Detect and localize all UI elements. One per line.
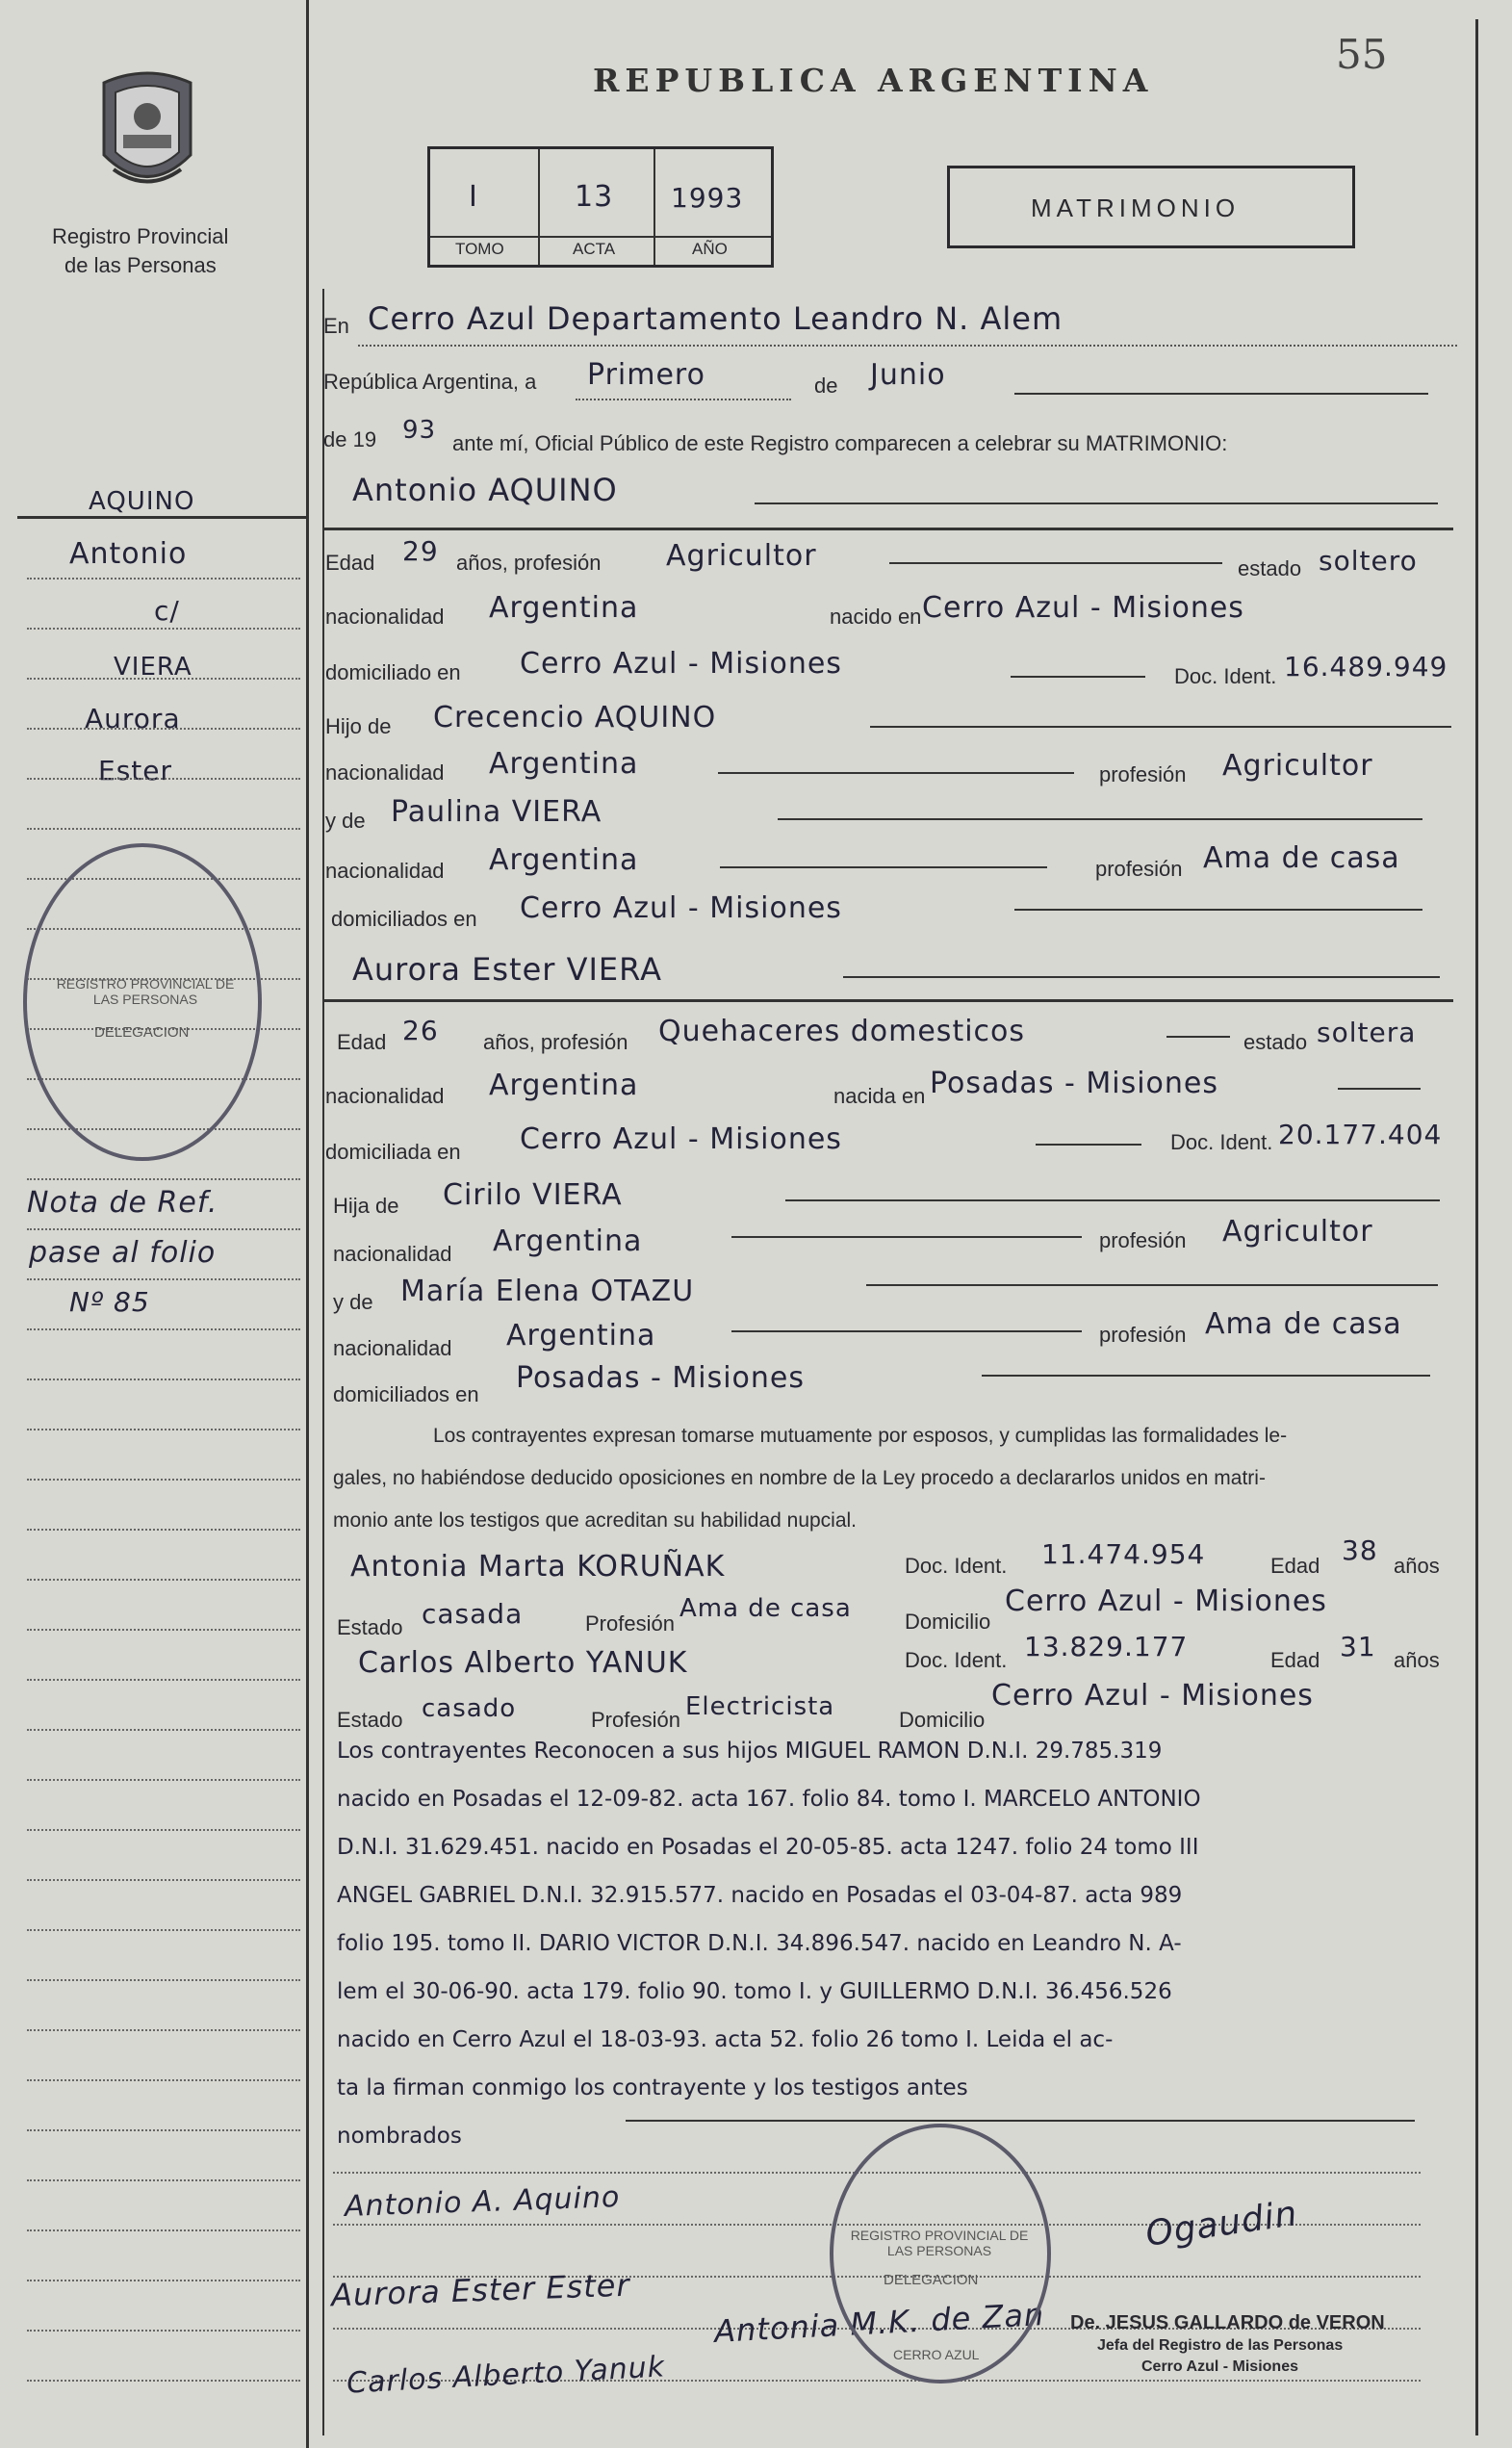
groom-profession: Agricultor <box>666 539 817 573</box>
witness1-profession: Ama de casa <box>679 1594 852 1623</box>
registry-name-line2: de las Personas <box>64 253 217 277</box>
declaration-line3: monio ante los testigos que acreditan su habilidad nupcial. <box>333 1509 858 1532</box>
margin-ruled-line <box>27 578 300 580</box>
note-line: ANGEL GABRIEL D.N.I. 32.915.577. nacido en Posadas el 03-04-87. acta 989 <box>337 1883 1183 1908</box>
ano-label: AÑO <box>692 240 728 258</box>
registry-name-line1: Registro Provincial <box>52 224 229 248</box>
left-margin-border <box>306 0 309 2448</box>
margin-ruled-line <box>27 628 300 630</box>
bride-father-line <box>785 1199 1440 1201</box>
bride-nacida-label: nacida en <box>833 1084 926 1108</box>
bride-status: soltera <box>1317 1017 1417 1048</box>
witness2-profession: Electricista <box>685 1692 835 1721</box>
note-line: folio 195. tomo II. DARIO VICTOR D.N.I. 34.896.547. nacido en Leandro N. A- <box>337 1931 1182 1956</box>
groom-doc-label: Doc. Ident. <box>1174 664 1277 688</box>
bride-anos-label: años, profesión <box>483 1030 628 1054</box>
acta-label: ACTA <box>573 240 616 258</box>
margin-ruled-line <box>27 2129 300 2131</box>
bride-mother-nat-line <box>731 1330 1082 1332</box>
witness2-domicile: Cerro Azul - Misiones <box>991 1679 1314 1713</box>
groom-father: Crecencio AQUINO <box>433 701 717 734</box>
margin-stamp-text: REGISTRO PROVINCIAL DE LAS PERSONAS <box>56 976 235 1007</box>
groom-estado-label: estado <box>1238 556 1302 580</box>
witness1-age: 38 <box>1342 1534 1378 1566</box>
margin-ruled-line <box>27 1629 300 1631</box>
official-title: Jefa del Registro de las Personas <box>1097 2337 1344 2354</box>
note-line: nacido en Posadas el 12-09-82. acta 167. folio 84. tomo I. MARCELO ANTONIO <box>337 1787 1201 1812</box>
day-value: Primero <box>587 358 705 392</box>
groom-mother-profession: Ama de casa <box>1203 841 1400 875</box>
bride-birthplace: Posadas - Misiones <box>930 1067 1218 1100</box>
declaration-line1: Los contrayentes expresan tomarse mutuamente por esposos, y cumplidas las formalidades le- <box>433 1425 1288 1447</box>
bride-father-prof-label: profesión <box>1099 1228 1187 1252</box>
margin-ruled-line <box>27 2029 300 2031</box>
signature-witness1: Antonia M.K. de Zan <box>713 2296 1046 2350</box>
groom-father-profession: Agricultor <box>1222 749 1373 783</box>
margin-ruled-line <box>27 1479 300 1481</box>
bride-yde-label: y de <box>333 1290 373 1314</box>
record-number-box <box>427 146 774 268</box>
signature-groom: Antonio A. Aquino <box>344 2180 621 2224</box>
groom-edad-label: Edad <box>325 551 375 575</box>
bride-full-name: Aurora Ester VIERA <box>352 951 662 988</box>
witness1-status: casada <box>422 1598 524 1630</box>
bride-section-divider <box>323 999 1453 1002</box>
bride-mother: María Elena OTAZU <box>400 1275 695 1308</box>
groom-status: soltero <box>1319 545 1418 577</box>
groom-mother-nationality: Argentina <box>489 843 639 877</box>
notes-block <box>337 1739 1453 2172</box>
place-line <box>358 345 1457 347</box>
margin-ruled-line <box>27 1679 300 1681</box>
document-type-box <box>947 166 1355 248</box>
margin-bride-name2: Ester <box>98 755 172 786</box>
stamp-center: DELEGACION <box>884 2272 979 2288</box>
groom-father-line <box>870 726 1451 728</box>
de-label: de <box>814 374 838 398</box>
bride-parents-dom-line <box>982 1375 1430 1377</box>
bride-parents-domicile: Posadas - Misiones <box>516 1361 805 1395</box>
intro-text: ante mí, Oficial Público de este Registro comparecen a celebrar su MATRIMONIO: <box>452 431 1228 455</box>
margin-note2: pase al folio <box>29 1236 217 1270</box>
groom-domicile: Cerro Azul - Misiones <box>520 647 842 681</box>
witness1-dom-label: Domicilio <box>905 1610 991 1634</box>
note-line: Los contrayentes Reconocen a sus hijos MIGUEL RAMON D.N.I. 29.785.319 <box>337 1739 1163 1764</box>
margin-ruled-line <box>27 1779 300 1781</box>
en-label: En <box>323 314 349 338</box>
margin-ruled-line <box>27 728 300 730</box>
groom-dom-line <box>1011 676 1145 678</box>
bride-father-nat-line <box>731 1236 1082 1238</box>
margin-ruled-line <box>27 1879 300 1881</box>
bride-profession: Quehaceres domesticos <box>658 1015 1026 1048</box>
bride-mother-nationality: Argentina <box>506 1319 656 1353</box>
coat-of-arms-icon <box>94 64 200 204</box>
month-line <box>1014 393 1428 395</box>
witness2-anos-label: años <box>1394 1648 1440 1672</box>
bride-doc-label: Doc. Ident. <box>1170 1130 1273 1154</box>
groom-mother-line <box>778 818 1422 820</box>
groom-yde-label: y de <box>325 809 366 833</box>
groom-father-nationality: Argentina <box>489 747 639 781</box>
witness2-name: Carlos Alberto YANUK <box>358 1646 688 1680</box>
groom-parents-dom-label: domiciliados en <box>331 907 477 931</box>
witness1-name: Antonia Marta KORUÑAK <box>350 1550 726 1584</box>
margin-note3: Nº 85 <box>69 1286 150 1318</box>
declaration-line2: gales, no habiéndose deducido oposiciones en nombre de la Ley procedo a declararlos unidos en matri- <box>333 1467 1266 1489</box>
margin-ruled-line <box>27 1579 300 1581</box>
groom-mother-prof-label: profesión <box>1095 857 1183 881</box>
bride-mother-nac-label: nacionalidad <box>333 1336 452 1360</box>
text-left-border <box>322 289 324 2435</box>
bride-nac-label: nacionalidad <box>325 1084 445 1108</box>
witness1-domicile: Cerro Azul - Misiones <box>1005 1585 1327 1618</box>
ano-value: 1993 <box>671 182 744 214</box>
margin-ruled-line <box>27 2280 300 2281</box>
bride-father-nac-label: nacionalidad <box>333 1242 452 1266</box>
folio-number: 55 <box>1336 31 1388 78</box>
witness1-anos-label: años <box>1394 1554 1440 1578</box>
margin-bride-surname: VIERA <box>114 653 192 682</box>
bride-mother-line <box>866 1284 1438 1286</box>
note-line: nombrados <box>337 2124 462 2149</box>
margin-ruled-line <box>27 2229 300 2231</box>
margin-ruled-line <box>27 1178 300 1180</box>
groom-father-prof-label: profesión <box>1099 762 1187 786</box>
groom-nac-label: nacionalidad <box>325 605 445 629</box>
groom-parents-domicile: Cerro Azul - Misiones <box>520 891 842 925</box>
stamp-bottom: CERRO AZUL <box>893 2347 980 2362</box>
margin-ruled-line <box>27 1278 300 1280</box>
groom-parents-dom-line <box>1014 909 1422 911</box>
groom-doc: 16.489.949 <box>1284 651 1448 683</box>
bride-name-line <box>843 976 1440 978</box>
tomo-value: I <box>469 180 478 214</box>
day-line <box>576 399 791 400</box>
bride-father-profession: Agricultor <box>1222 1215 1373 1249</box>
bride-parents-dom-label: domiciliados en <box>333 1382 479 1406</box>
witness1-doc: 11.474.954 <box>1041 1538 1206 1570</box>
groom-nationality: Argentina <box>489 591 639 625</box>
place-value: Cerro Azul Departamento Leandro N. Alem <box>368 300 1064 337</box>
groom-father-nat-line <box>718 772 1074 774</box>
groom-nacido-label: nacido en <box>830 605 922 629</box>
signature-official: Ogaudin <box>1142 2194 1300 2255</box>
witness2-dom-label: Domicilio <box>899 1708 986 1732</box>
witness2-age: 31 <box>1340 1631 1376 1662</box>
bride-domicile: Cerro Azul - Misiones <box>520 1122 842 1156</box>
bride-mother-profession: Ama de casa <box>1205 1307 1402 1341</box>
margin-ruled-line <box>27 1228 300 1230</box>
republica-label: República Argentina, a <box>323 370 537 394</box>
margin-ruled-line <box>27 1829 300 1831</box>
witness1-edad-label: Edad <box>1270 1554 1320 1578</box>
witness2-doc-label: Doc. Ident. <box>905 1648 1008 1672</box>
notes-end-line <box>626 2120 1415 2122</box>
witness1-doc-label: Doc. Ident. <box>905 1554 1008 1578</box>
bride-father-nationality: Argentina <box>493 1224 643 1258</box>
note-line: nacido en Cerro Azul el 18-03-93. acta 52. folio 26 tomo I. Leida el ac- <box>337 2027 1114 2052</box>
margin-ruled-line <box>27 1929 300 1931</box>
witness2-prof-label: Profesión <box>591 1708 680 1732</box>
groom-mother: Paulina VIERA <box>391 795 602 829</box>
margin-ruled-line <box>27 778 300 780</box>
margin-stamp-center: DELEGACION <box>94 1024 190 1041</box>
official-place: Cerro Azul - Misiones <box>1141 2358 1298 2375</box>
bride-prof-line <box>1166 1036 1230 1038</box>
groom-full-name: Antonio AQUINO <box>352 472 618 508</box>
groom-prof-line <box>889 562 1222 564</box>
groom-anos-label: años, profesión <box>456 551 602 575</box>
witness2-doc: 13.829.177 <box>1024 1631 1189 1662</box>
margin-ruled-line <box>27 2179 300 2181</box>
right-border <box>1475 19 1478 2435</box>
margin-ruled-line <box>27 2079 300 2081</box>
bride-nationality: Argentina <box>489 1069 639 1102</box>
bride-hija-label: Hija de <box>333 1194 399 1218</box>
margin-groom-surname: AQUINO <box>89 487 195 516</box>
official-name: De. JESUS GALLARDO de VERON <box>1070 2312 1385 2333</box>
bride-dom-label: domiciliada en <box>325 1140 461 1164</box>
groom-age: 29 <box>402 535 439 567</box>
margin-ruled-line <box>27 828 300 830</box>
stamp-text: REGISTRO PROVINCIAL DE LAS PERSONAS <box>850 2228 1029 2258</box>
note-line: lem el 30-06-90. acta 179. folio 90. tomo I. y GUILLERMO D.N.I. 36.456.526 <box>337 1979 1172 2004</box>
groom-dom-label: domiciliado en <box>325 660 461 684</box>
margin-ruled-line <box>27 1979 300 1981</box>
bride-estado-label: estado <box>1243 1030 1308 1054</box>
month-value: Junio <box>870 358 946 392</box>
margin-ruled-line <box>27 1729 300 1731</box>
witness2-edad-label: Edad <box>1270 1648 1320 1672</box>
country-title: REPUBLICA ARGENTINA <box>593 62 1154 99</box>
tomo-label: TOMO <box>455 240 504 258</box>
signature-bride: Aurora Ester Ester <box>330 2266 631 2314</box>
signature-witness2: Carlos Alberto Yanuk <box>346 2350 666 2401</box>
groom-hijo-label: Hijo de <box>325 714 392 738</box>
margin-ruled-line <box>27 2380 300 2382</box>
witness2-status: casado <box>422 1694 517 1723</box>
margin-conj: c/ <box>154 595 180 627</box>
document-type-label: MATRIMONIO <box>1031 193 1241 222</box>
acta-value: 13 <box>575 180 614 214</box>
official-stamp-margin <box>23 843 262 1161</box>
bride-age: 26 <box>402 1015 439 1046</box>
margin-ruled-line <box>27 1379 300 1380</box>
groom-name-line <box>755 502 1438 504</box>
witness1-prof-label: Profesión <box>585 1611 675 1636</box>
bride-mother-prof-label: profesión <box>1099 1323 1187 1347</box>
margin-ruled-line <box>27 2330 300 2332</box>
witness2-estado-label: Estado <box>337 1708 403 1732</box>
official-stamp-bottom <box>830 2124 1051 2384</box>
groom-mother-nac-label: nacionalidad <box>325 859 445 883</box>
groom-mother-nat-line <box>720 866 1047 868</box>
margin-groom-name: Antonio <box>69 537 188 571</box>
margin-surname-line <box>17 516 306 519</box>
margin-note1: Nota de Ref. <box>27 1186 218 1220</box>
note-line: ta la firman conmigo los contrayente y los testigos antes <box>337 2075 968 2100</box>
margin-ruled-line <box>27 1328 300 1330</box>
bride-dom-line <box>1036 1144 1141 1146</box>
groom-birthplace: Cerro Azul - Misiones <box>922 591 1244 625</box>
year-prefix: de 19 <box>323 427 377 451</box>
bride-birthplace-line <box>1338 1088 1421 1090</box>
bride-doc: 20.177.404 <box>1278 1119 1443 1150</box>
groom-section-divider <box>323 528 1453 530</box>
margin-ruled-line <box>27 1429 300 1430</box>
margin-ruled-line <box>27 1529 300 1531</box>
groom-father-nac-label: nacionalidad <box>325 760 445 785</box>
note-line: D.N.I. 31.629.451. nacido en Posadas el 20-05-85. acta 1247. folio 24 tomo III <box>337 1835 1199 1860</box>
margin-ruled-line <box>27 678 300 680</box>
bride-edad-label: Edad <box>337 1030 387 1054</box>
margin-bride-name1: Aurora <box>85 703 181 734</box>
witness1-estado-label: Estado <box>337 1615 403 1639</box>
year-suffix: 93 <box>402 416 437 445</box>
bride-father: Cirilo VIERA <box>443 1178 623 1212</box>
